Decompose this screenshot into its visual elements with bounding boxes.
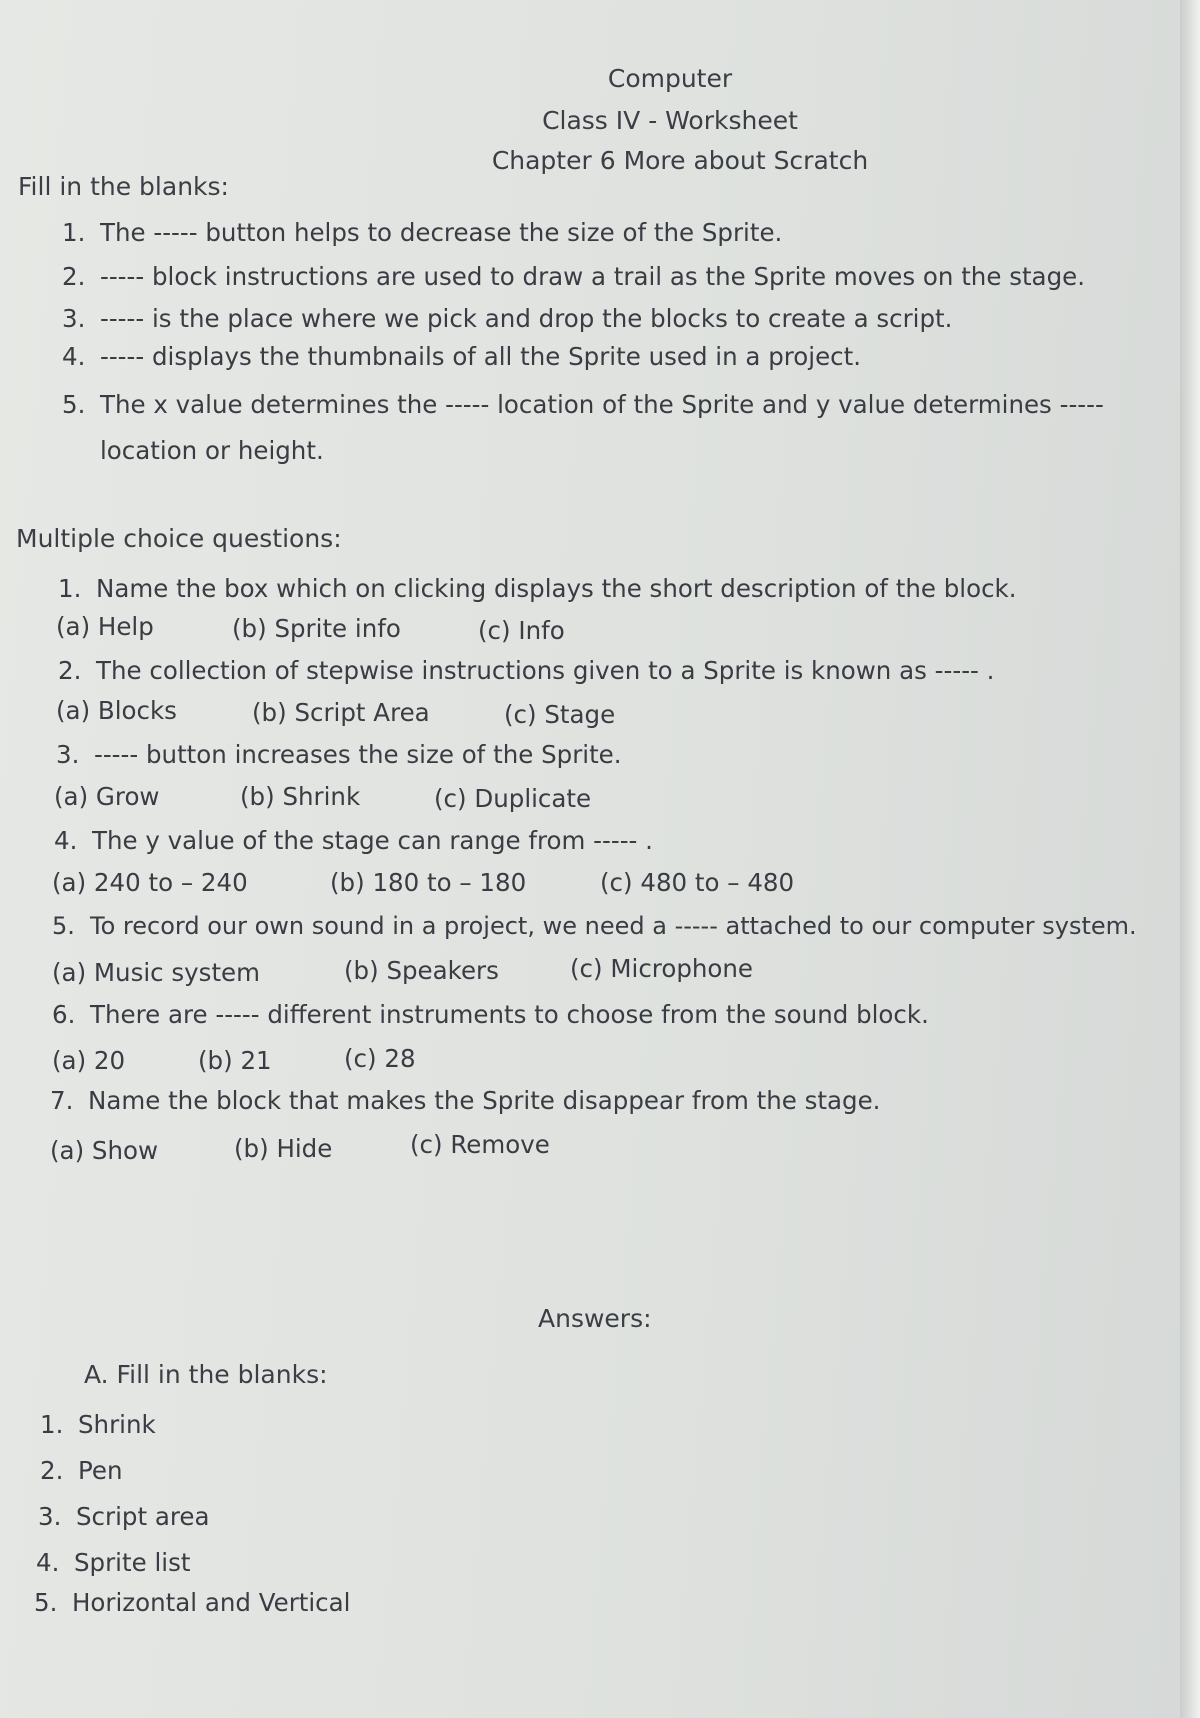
answer-number: 3. xyxy=(38,1502,62,1531)
option-a: (a) Grow xyxy=(54,782,160,811)
answer-item xyxy=(38,1502,209,1531)
option-c: (c) Duplicate xyxy=(434,784,592,813)
item-number: 4. xyxy=(62,342,86,371)
option-b: (b) Speakers xyxy=(344,956,499,985)
option-b: (b) Shrink xyxy=(240,782,361,811)
option-c: (c) Microphone xyxy=(570,954,753,983)
option-c: (c) 28 xyxy=(344,1044,416,1073)
question-number: 6. xyxy=(52,1000,76,1029)
answers-section-a: A. Fill in the blanks: xyxy=(84,1360,328,1389)
question-text: Name the box which on clicking displays the short description of the block. xyxy=(96,574,1017,603)
mcq-question xyxy=(58,574,1017,603)
item-number: 2. xyxy=(62,262,86,291)
mcq-heading: Multiple choice questions: xyxy=(16,524,342,553)
fill-blank-item xyxy=(62,262,1085,291)
chapter-title: Chapter 6 More about Scratch xyxy=(491,146,869,175)
question-number: 5. xyxy=(52,912,75,940)
question-number: 1. xyxy=(58,574,82,603)
answer-item xyxy=(36,1548,190,1577)
question-text: Name the block that makes the Sprite disappear from the stage. xyxy=(88,1086,881,1115)
option-c: (c) 480 to – 480 xyxy=(600,868,795,897)
answer-text: Pen xyxy=(78,1456,123,1485)
option-a: (a) Show xyxy=(50,1136,159,1165)
option-b: (b) Script Area xyxy=(252,698,430,727)
option-b: (b) Sprite info xyxy=(232,614,401,643)
answer-text: Horizontal and Vertical xyxy=(72,1588,351,1617)
mcq-question xyxy=(52,1000,929,1029)
mcq-question xyxy=(58,656,994,685)
option-a: (a) Music system xyxy=(52,958,260,987)
item-number: 1. xyxy=(62,218,86,247)
fill-blanks-heading: Fill in the blanks: xyxy=(18,172,229,201)
question-number: 2. xyxy=(58,656,82,685)
item-number: 3. xyxy=(62,304,86,333)
option-a: (a) 240 to – 240 xyxy=(52,868,248,897)
fill-blank-item xyxy=(62,342,861,371)
answer-text: Script area xyxy=(76,1502,210,1531)
class-title: Class IV - Worksheet xyxy=(542,106,798,135)
item-text: The ----- button helps to decrease the size of the Sprite. xyxy=(100,218,783,247)
question-text: The collection of stepwise instructions given to a Sprite is known as ----- . xyxy=(96,656,995,685)
answer-number: 2. xyxy=(40,1456,64,1485)
answer-text: Sprite list xyxy=(74,1548,191,1577)
option-c: (c) Info xyxy=(478,616,565,645)
question-number: 7. xyxy=(50,1086,74,1115)
item-text: ----- is the place where we pick and drop the blocks to create a script. xyxy=(100,304,953,333)
answers-heading: Answers: xyxy=(538,1304,652,1333)
fill-blank-item-continuation: location or height. xyxy=(100,436,324,465)
answer-number: 5. xyxy=(34,1588,58,1617)
paper-edge xyxy=(1180,0,1200,1718)
mcq-question xyxy=(54,826,653,855)
option-b: (b) 21 xyxy=(198,1046,272,1075)
question-text: To record our own sound in a project, we need a ----- attached to our computer system. xyxy=(90,912,1137,940)
option-a: (a) Blocks xyxy=(56,696,177,725)
option-c: (c) Stage xyxy=(504,700,616,729)
item-number: 5. xyxy=(62,390,86,419)
option-a: (a) Help xyxy=(56,612,154,641)
mcq-question xyxy=(52,912,1137,940)
answer-number: 1. xyxy=(40,1410,64,1439)
question-text: ----- button increases the size of the Sprite. xyxy=(94,740,622,769)
question-number: 3. xyxy=(56,740,80,769)
fill-blank-item xyxy=(62,390,1104,419)
question-number: 4. xyxy=(54,826,78,855)
option-c: (c) Remove xyxy=(410,1130,550,1159)
answer-number: 4. xyxy=(36,1548,60,1577)
answer-item xyxy=(40,1456,123,1485)
fill-blank-item xyxy=(62,218,782,247)
option-b: (b) Hide xyxy=(234,1134,333,1163)
mcq-question xyxy=(50,1086,880,1115)
option-a: (a) 20 xyxy=(52,1046,126,1075)
answer-text: Shrink xyxy=(78,1410,156,1439)
option-b: (b) 180 to – 180 xyxy=(330,868,527,897)
fill-blank-item xyxy=(62,304,952,333)
question-text: There are ----- different instruments to choose from the sound block. xyxy=(90,1000,929,1029)
item-text: ----- displays the thumbnails of all the Sprite used in a project. xyxy=(100,342,862,371)
answer-item xyxy=(40,1410,156,1439)
item-text: ----- block instructions are used to draw a trail as the Sprite moves on the stage. xyxy=(100,262,1085,291)
item-text: The x value determines the ----- location of the Sprite and y value determines ----- xyxy=(100,390,1104,419)
subject-title: Computer xyxy=(607,64,733,93)
question-text: The y value of the stage can range from ----- . xyxy=(92,826,653,855)
answer-item xyxy=(34,1588,350,1617)
mcq-question xyxy=(56,740,622,769)
